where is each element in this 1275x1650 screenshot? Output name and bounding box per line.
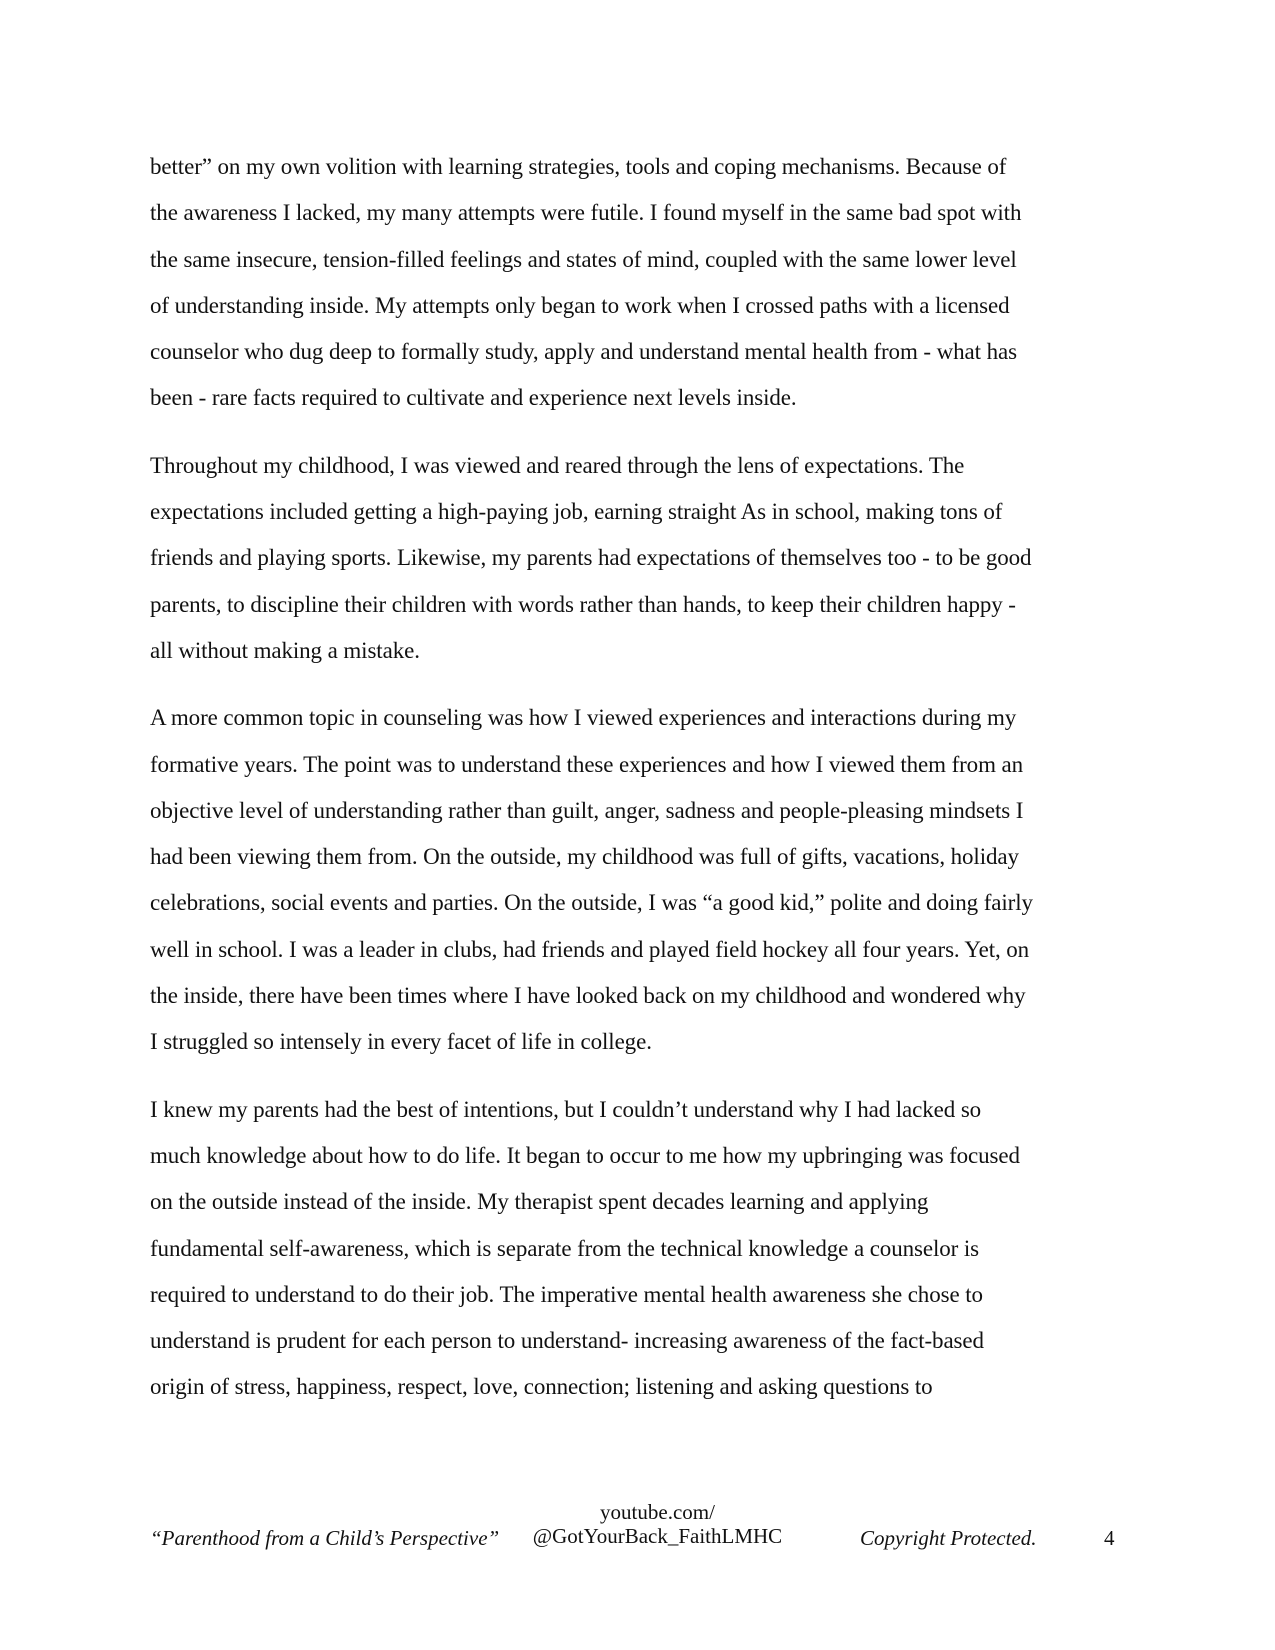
text-line: all without making a mistake. — [150, 637, 420, 663]
page-number: 4 — [1104, 1526, 1115, 1550]
text-line: required to understand to do their job. The imperative mental health awareness she chose to — [150, 1281, 983, 1307]
text-line: objective level of understanding rather than guilt, anger, sadness and people-pleasing mindsets I — [150, 797, 1024, 823]
body-text — [150, 144, 1140, 1432]
text-line: been - rare facts required to cultivate and experience next levels inside. — [150, 385, 797, 411]
text-line: formative years. The point was to understand these experiences and how I viewed them from an — [150, 751, 1024, 777]
text-line: friends and playing sports. Likewise, my parents had expectations of themselves too - to be good — [150, 545, 1032, 571]
text-line: had been viewing them from. On the outside, my childhood was full of gifts, vacations, holiday — [150, 844, 1019, 870]
text-line: well in school. I was a leader in clubs, had friends and played field hockey all four years. Yet, on — [150, 936, 1030, 962]
text-line: I knew my parents had the best of intentions, but I couldn’t understand why I had lacked so — [150, 1096, 982, 1122]
text-line: I struggled so intensely in every facet of life in college. — [150, 1029, 652, 1055]
text-line: the awareness I lacked, my many attempts were futile. I found myself in the same bad spot with — [150, 200, 1022, 226]
text-line: parents, to discipline their children with words rather than hands, to keep their children happy - — [150, 591, 1016, 617]
footer-book-title: “Parenthood from a Child’s Perspective” — [150, 1526, 500, 1550]
footer-copyright: Copyright Protected. — [860, 1526, 1037, 1550]
footer-channel-line-1: youtube.com/ — [600, 1500, 715, 1524]
text-line: origin of stress, happiness, respect, love, connection; listening and asking questions to — [150, 1374, 933, 1400]
page-footer — [0, 1496, 1275, 1556]
paragraph-1 — [150, 144, 1140, 422]
paragraph-3 — [150, 695, 1140, 1065]
text-line: expectations included getting a high-paying job, earning straight As in school, making tons of — [150, 499, 1003, 525]
text-line: Throughout my childhood, I was viewed and reared through the lens of expectations. The — [150, 452, 965, 478]
paragraph-2 — [150, 443, 1140, 674]
text-line: better” on my own volition with learning strategies, tools and coping mechanisms. Because of — [150, 154, 1007, 179]
text-line: understand is prudent for each person to understand- increasing awareness of the fact-based — [150, 1328, 984, 1354]
text-line: A more common topic in counseling was how I viewed experiences and interactions during my — [150, 705, 1017, 731]
text-line: on the outside instead of the inside. My therapist spent decades learning and applying — [150, 1189, 929, 1215]
paragraph-4 — [150, 1087, 1140, 1411]
text-line: the same insecure, tension-filled feelings and states of mind, coupled with the same lower level — [150, 246, 1017, 272]
text-line: of understanding inside. My attempts only began to work when I crossed paths with a licensed — [150, 292, 1010, 318]
text-line: fundamental self-awareness, which is separate from the technical knowledge a counselor is — [150, 1235, 980, 1261]
footer-channel — [520, 1500, 795, 1548]
text-line: celebrations, social events and parties. On the outside, I was “a good kid,” polite and doing fairly — [150, 890, 1033, 916]
text-line: counselor who dug deep to formally study, apply and understand mental health from - what has — [150, 339, 1017, 365]
footer-channel-line-2: @GotYourBack_FaithLMHC — [532, 1524, 783, 1548]
text-line: much knowledge about how to do life. It began to occur to me how my upbringing was focused — [150, 1142, 1020, 1168]
text-line: the inside, there have been times where I have looked back on my childhood and wondered why — [150, 983, 1026, 1009]
